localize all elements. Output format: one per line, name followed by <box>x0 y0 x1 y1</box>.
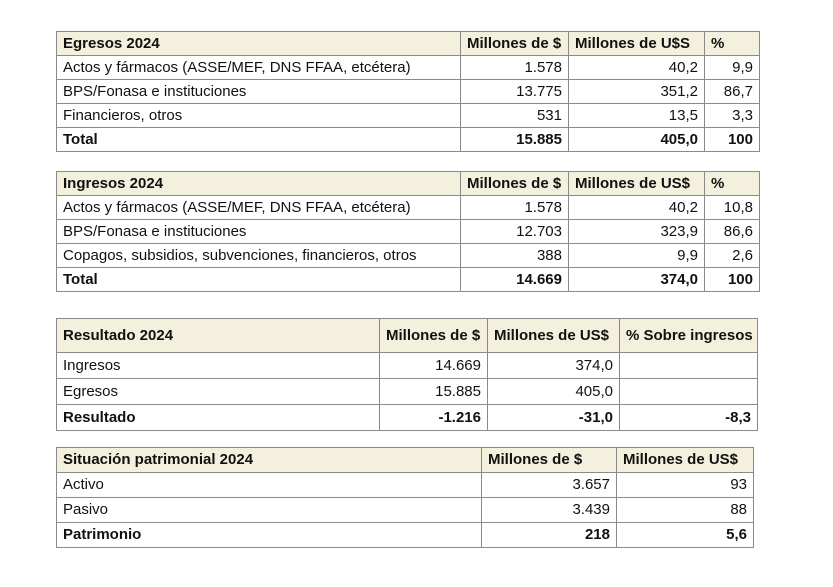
cell-usd: 40,2 <box>569 196 705 220</box>
table-row <box>57 379 758 405</box>
column-header: Millones de US$ <box>617 448 754 473</box>
cell-percent: 9,9 <box>705 56 760 80</box>
cell-usd: 88 <box>617 498 754 523</box>
table-row <box>57 80 760 104</box>
row-label: Patrimonio <box>57 523 482 548</box>
total-row <box>57 405 758 431</box>
column-header: Millones de US$ <box>488 319 620 353</box>
cell-usd: 351,2 <box>569 80 705 104</box>
cell-percent: 2,6 <box>705 244 760 268</box>
total-row <box>57 523 754 548</box>
cell-percent: 100 <box>705 268 760 292</box>
table-row <box>57 353 758 379</box>
column-header: Ingresos 2024 <box>57 172 461 196</box>
cell-pesos: 1.578 <box>461 196 569 220</box>
table-row <box>57 104 760 128</box>
column-header: Millones de $ <box>461 172 569 196</box>
cell-percent: -8,3 <box>620 405 758 431</box>
cell-pesos: 14.669 <box>461 268 569 292</box>
row-label: Copagos, subsidios, subvenciones, financieros, otros <box>57 244 461 268</box>
patrimonial-table <box>56 447 754 548</box>
cell-percent: 10,8 <box>705 196 760 220</box>
row-label: Activo <box>57 473 482 498</box>
total-row <box>57 128 760 152</box>
column-header: % <box>705 32 760 56</box>
cell-pesos: -1.216 <box>380 405 488 431</box>
column-header: Situación patrimonial 2024 <box>57 448 482 473</box>
column-header: Millones de $ <box>380 319 488 353</box>
cell-pesos: 3.657 <box>482 473 617 498</box>
cell-usd: 323,9 <box>569 220 705 244</box>
table-header-row <box>57 32 760 56</box>
cell-percent: 3,3 <box>705 104 760 128</box>
cell-percent: 86,6 <box>705 220 760 244</box>
row-label: BPS/Fonasa e instituciones <box>57 80 461 104</box>
cell-pesos: 15.885 <box>461 128 569 152</box>
table-header-row <box>57 319 758 353</box>
row-label: Total <box>57 268 461 292</box>
row-label: Pasivo <box>57 498 482 523</box>
cell-pesos: 388 <box>461 244 569 268</box>
resultado-table <box>56 318 758 431</box>
cell-pesos: 1.578 <box>461 56 569 80</box>
cell-usd: 5,6 <box>617 523 754 548</box>
ingresos-table <box>56 171 760 292</box>
cell-usd: 405,0 <box>488 379 620 405</box>
row-label: Resultado <box>57 405 380 431</box>
table-row <box>57 56 760 80</box>
cell-pesos: 14.669 <box>380 353 488 379</box>
table-row <box>57 498 754 523</box>
cell-usd: 374,0 <box>569 268 705 292</box>
row-label: Actos y fármacos (ASSE/MEF, DNS FFAA, etcétera) <box>57 56 461 80</box>
cell-percent <box>620 379 758 405</box>
row-label: Financieros, otros <box>57 104 461 128</box>
table-row <box>57 244 760 268</box>
table-row <box>57 473 754 498</box>
cell-pesos: 218 <box>482 523 617 548</box>
table-row <box>57 196 760 220</box>
row-label: BPS/Fonasa e instituciones <box>57 220 461 244</box>
cell-usd: 374,0 <box>488 353 620 379</box>
cell-pesos: 3.439 <box>482 498 617 523</box>
cell-pesos: 15.885 <box>380 379 488 405</box>
column-header: Millones de US$ <box>569 172 705 196</box>
row-label: Actos y fármacos (ASSE/MEF, DNS FFAA, etcétera) <box>57 196 461 220</box>
total-row <box>57 268 760 292</box>
column-header: Millones de $ <box>461 32 569 56</box>
cell-percent: 86,7 <box>705 80 760 104</box>
column-header: % <box>705 172 760 196</box>
cell-usd: 9,9 <box>569 244 705 268</box>
cell-usd: -31,0 <box>488 405 620 431</box>
column-header: Millones de $ <box>482 448 617 473</box>
row-label: Total <box>57 128 461 152</box>
row-label: Egresos <box>57 379 380 405</box>
cell-pesos: 13.775 <box>461 80 569 104</box>
column-header: % Sobre ingresos <box>620 319 758 353</box>
column-header: Resultado 2024 <box>57 319 380 353</box>
table-header-row <box>57 172 760 196</box>
table-row <box>57 220 760 244</box>
cell-usd: 40,2 <box>569 56 705 80</box>
column-header: Egresos 2024 <box>57 32 461 56</box>
cell-percent <box>620 353 758 379</box>
cell-usd: 405,0 <box>569 128 705 152</box>
cell-usd: 93 <box>617 473 754 498</box>
cell-pesos: 531 <box>461 104 569 128</box>
column-header: Millones de U$S <box>569 32 705 56</box>
row-label: Ingresos <box>57 353 380 379</box>
cell-percent: 100 <box>705 128 760 152</box>
egresos-table <box>56 31 760 152</box>
cell-usd: 13,5 <box>569 104 705 128</box>
table-header-row <box>57 448 754 473</box>
cell-pesos: 12.703 <box>461 220 569 244</box>
